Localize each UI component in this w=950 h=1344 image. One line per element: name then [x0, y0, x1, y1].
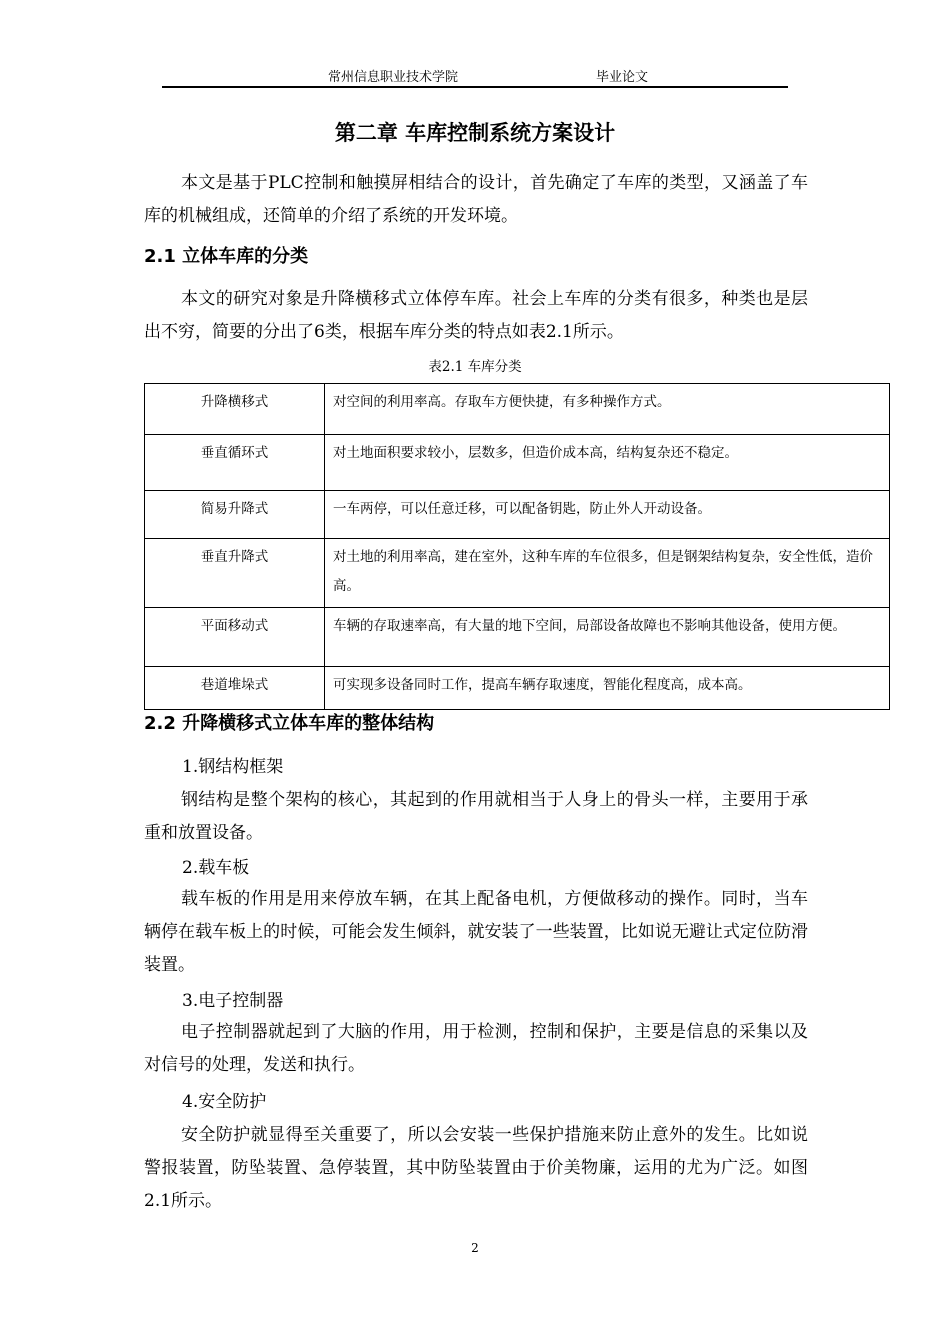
item-paragraph: 钢结构是整个架构的核心，其起到的作用就相当于人身上的骨头一样，主要用于承重和放置设备。: [144, 790, 808, 843]
table-row: [145, 608, 890, 667]
intro-paragraph: 本文是基于PLC控制和触摸屏相结合的设计，首先确定了车库的类型，又涵盖了车库的机械组成，还简单的介绍了系统的开发环境。: [144, 173, 808, 226]
header-school: 常州信息职业技术学院: [328, 70, 459, 85]
page-number: 2: [471, 1241, 479, 1255]
type-description: 对土地的利用率高，建在室外，这种车库的车位很多，但是钢架结构复杂，安全性低，造价高。: [325, 539, 890, 608]
table-row: [145, 384, 890, 435]
item-paragraph: 安全防护就显得至关重要了，所以会安装一些保护措施来防止意外的发生。比如说警报装置，防坠装置、急停装置，其中防坠装置由于价美物廉，运用的尤为广泛。如图2.1所示。: [144, 1125, 808, 1211]
page-header: [162, 66, 788, 88]
type-description: 一车两停，可以任意迁移，可以配备钥匙，防止外人开动设备。: [325, 491, 890, 539]
header-doc-type: 毕业论文: [596, 70, 649, 85]
item-paragraph: 电子控制器就起到了大脑的作用，用于检测，控制和保护，主要是信息的采集以及对信号的处理，发送和执行。: [144, 1022, 808, 1075]
table-caption: 表2.1 车库分类: [428, 359, 522, 375]
section-title-2-2: 2.2 升降横移式立体车库的整体结构: [144, 713, 435, 734]
type-description: 可实现多设备同时工作，提高车辆存取速度，智能化程度高，成本高。: [325, 667, 890, 710]
type-description: 对空间的利用率高。存取车方便快捷，有多种操作方式。: [325, 384, 890, 435]
item-label: 3.电子控制器: [182, 991, 284, 1011]
item-label: 1.钢结构框架: [182, 757, 284, 777]
section-2-1-paragraph: 本文的研究对象是升降横移式立体停车库。社会上车库的分类有很多，种类也是层出不穷，简要的分出了6类，根据车库分类的特点如表2.1所示。: [144, 289, 808, 342]
type-name: 升降横移式: [145, 384, 325, 435]
type-name: 平面移动式: [145, 608, 325, 667]
type-name: 垂直循环式: [145, 435, 325, 491]
table-row: [145, 667, 890, 710]
item-paragraph: 载车板的作用是用来停放车辆，在其上配备电机，方便做移动的操作。同时，当车辆停在载车板上的时候，可能会发生倾斜，就安装了一些装置，比如说无避让式定位防滑装置。: [144, 889, 808, 975]
type-description: 车辆的存取速率高，有大量的地下空间，局部设备故障也不影响其他设备，使用方便。: [325, 608, 890, 667]
item-label: 2.载车板: [182, 858, 250, 878]
table-row: [145, 539, 890, 608]
table-row: [145, 491, 890, 539]
item-label: 4.安全防护: [182, 1092, 267, 1112]
garage-classification-table: [144, 383, 890, 710]
chapter-title: 第二章 车库控制系统方案设计: [334, 121, 616, 145]
type-name: 垂直升降式: [145, 539, 325, 608]
type-description: 对土地面积要求较小，层数多，但造价成本高，结构复杂还不稳定。: [325, 435, 890, 491]
section-title-2-1: 2.1 立体车库的分类: [144, 246, 309, 267]
type-name: 巷道堆垛式: [145, 667, 325, 710]
table-row: [145, 435, 890, 491]
type-name: 简易升降式: [145, 491, 325, 539]
